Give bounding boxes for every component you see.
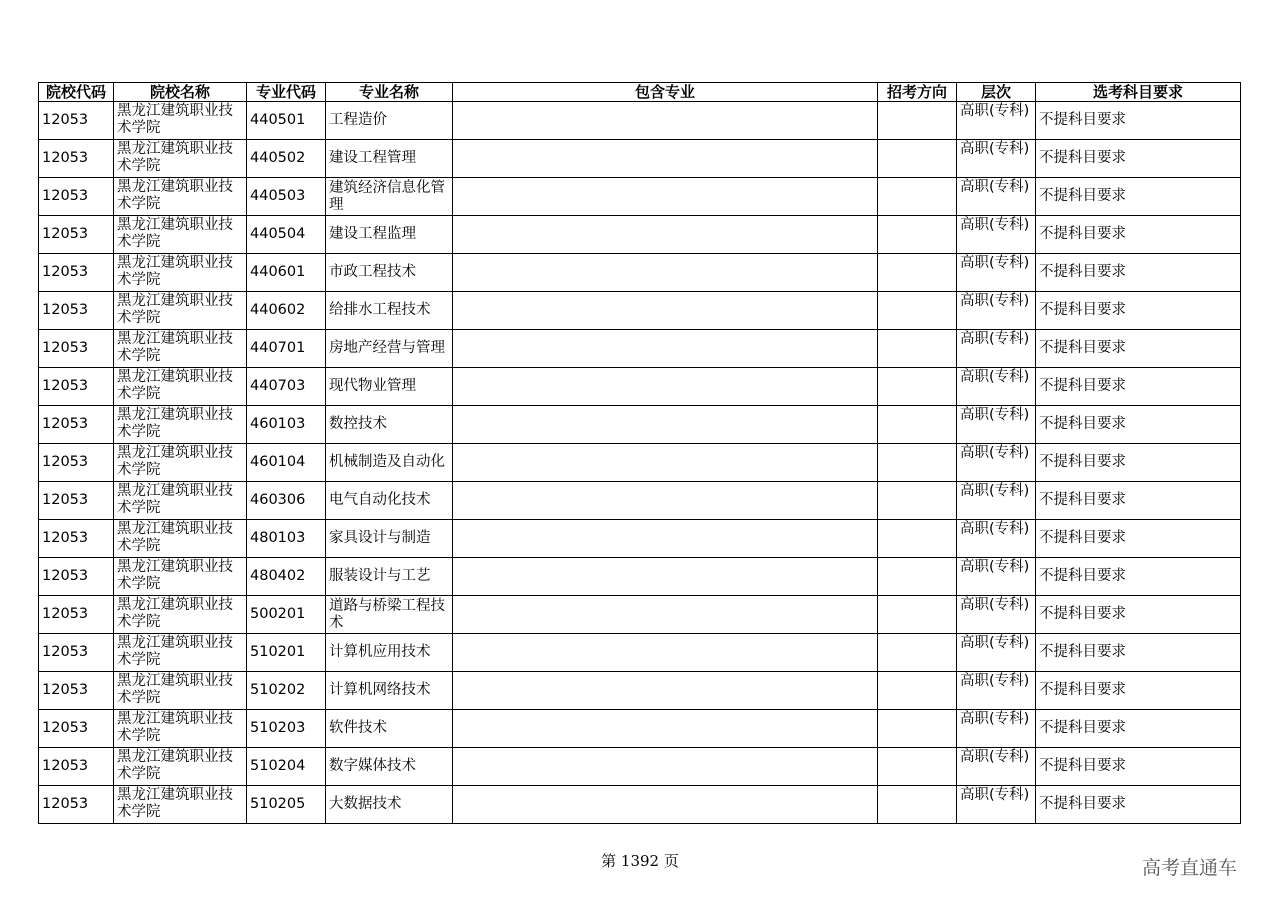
table-row — [39, 672, 1241, 710]
included-majors-cell — [453, 444, 878, 482]
school-code-cell: 12053 — [39, 406, 114, 444]
level-cell: 高职(专科) — [957, 672, 1036, 710]
school-name-cell: 黑龙江建筑职业技术学院 — [114, 672, 247, 710]
major-code-cell: 500201 — [247, 596, 326, 634]
direction-cell — [878, 216, 957, 254]
level-cell: 高职(专科) — [957, 140, 1036, 178]
subject-requirement-cell: 不提科目要求 — [1036, 292, 1241, 330]
major-code-cell: 440501 — [247, 102, 326, 140]
school-code-cell: 12053 — [39, 482, 114, 520]
major-name-cell: 计算机网络技术 — [326, 672, 453, 710]
school-name-cell: 黑龙江建筑职业技术学院 — [114, 558, 247, 596]
included-majors-cell — [453, 710, 878, 748]
subject-requirement-cell: 不提科目要求 — [1036, 748, 1241, 786]
table-row — [39, 140, 1241, 178]
major-name-cell: 现代物业管理 — [326, 368, 453, 406]
major-name-cell: 给排水工程技术 — [326, 292, 453, 330]
header-major-name: 专业名称 — [326, 83, 453, 102]
direction-cell — [878, 786, 957, 824]
direction-cell — [878, 102, 957, 140]
level-cell: 高职(专科) — [957, 178, 1036, 216]
subject-requirement-cell: 不提科目要求 — [1036, 596, 1241, 634]
school-code-cell: 12053 — [39, 102, 114, 140]
major-code-cell: 440703 — [247, 368, 326, 406]
subject-requirement-cell: 不提科目要求 — [1036, 254, 1241, 292]
table-header-row — [39, 83, 1241, 102]
included-majors-cell — [453, 216, 878, 254]
school-code-cell: 12053 — [39, 786, 114, 824]
direction-cell — [878, 368, 957, 406]
direction-cell — [878, 634, 957, 672]
table-row — [39, 406, 1241, 444]
table-row — [39, 596, 1241, 634]
direction-cell — [878, 330, 957, 368]
major-code-cell: 460104 — [247, 444, 326, 482]
school-code-cell: 12053 — [39, 520, 114, 558]
direction-cell — [878, 558, 957, 596]
school-code-cell: 12053 — [39, 140, 114, 178]
school-name-cell: 黑龙江建筑职业技术学院 — [114, 710, 247, 748]
school-name-cell: 黑龙江建筑职业技术学院 — [114, 292, 247, 330]
direction-cell — [878, 406, 957, 444]
table-row — [39, 216, 1241, 254]
major-code-cell: 440602 — [247, 292, 326, 330]
direction-cell — [878, 444, 957, 482]
included-majors-cell — [453, 406, 878, 444]
major-code-cell: 460103 — [247, 406, 326, 444]
direction-cell — [878, 520, 957, 558]
major-name-cell: 计算机应用技术 — [326, 634, 453, 672]
major-code-cell: 460306 — [247, 482, 326, 520]
direction-cell — [878, 710, 957, 748]
school-name-cell: 黑龙江建筑职业技术学院 — [114, 178, 247, 216]
header-direction: 招考方向 — [878, 83, 957, 102]
major-name-cell: 家具设计与制造 — [326, 520, 453, 558]
header-school-code: 院校代码 — [39, 83, 114, 102]
direction-cell — [878, 254, 957, 292]
subject-requirement-cell: 不提科目要求 — [1036, 520, 1241, 558]
direction-cell — [878, 140, 957, 178]
table-row — [39, 330, 1241, 368]
major-code-cell: 440601 — [247, 254, 326, 292]
school-name-cell: 黑龙江建筑职业技术学院 — [114, 406, 247, 444]
direction-cell — [878, 596, 957, 634]
header-school-name: 院校名称 — [114, 83, 247, 102]
school-name-cell: 黑龙江建筑职业技术学院 — [114, 482, 247, 520]
school-name-cell: 黑龙江建筑职业技术学院 — [114, 444, 247, 482]
included-majors-cell — [453, 748, 878, 786]
school-code-cell: 12053 — [39, 748, 114, 786]
level-cell: 高职(专科) — [957, 102, 1036, 140]
major-name-cell: 建设工程监理 — [326, 216, 453, 254]
admissions-table — [38, 82, 1241, 824]
major-name-cell: 市政工程技术 — [326, 254, 453, 292]
level-cell: 高职(专科) — [957, 786, 1036, 824]
direction-cell — [878, 672, 957, 710]
level-cell: 高职(专科) — [957, 748, 1036, 786]
school-name-cell: 黑龙江建筑职业技术学院 — [114, 102, 247, 140]
major-name-cell: 服装设计与工艺 — [326, 558, 453, 596]
level-cell: 高职(专科) — [957, 254, 1036, 292]
header-level: 层次 — [957, 83, 1036, 102]
school-name-cell: 黑龙江建筑职业技术学院 — [114, 786, 247, 824]
major-name-cell: 建筑经济信息化管理 — [326, 178, 453, 216]
included-majors-cell — [453, 672, 878, 710]
subject-requirement-cell: 不提科目要求 — [1036, 786, 1241, 824]
table-row — [39, 368, 1241, 406]
major-code-cell: 440502 — [247, 140, 326, 178]
major-code-cell: 480103 — [247, 520, 326, 558]
page-number: 第 1392 页 — [601, 852, 679, 870]
level-cell: 高职(专科) — [957, 520, 1036, 558]
header-subject-requirement: 选考科目要求 — [1036, 83, 1241, 102]
subject-requirement-cell: 不提科目要求 — [1036, 216, 1241, 254]
major-name-cell: 机械制造及自动化 — [326, 444, 453, 482]
major-code-cell: 440503 — [247, 178, 326, 216]
included-majors-cell — [453, 178, 878, 216]
major-name-cell: 软件技术 — [326, 710, 453, 748]
school-code-cell: 12053 — [39, 444, 114, 482]
major-name-cell: 数控技术 — [326, 406, 453, 444]
major-code-cell: 440504 — [247, 216, 326, 254]
school-code-cell: 12053 — [39, 330, 114, 368]
school-code-cell: 12053 — [39, 178, 114, 216]
table-row — [39, 520, 1241, 558]
included-majors-cell — [453, 254, 878, 292]
major-name-cell: 工程造价 — [326, 102, 453, 140]
school-name-cell: 黑龙江建筑职业技术学院 — [114, 596, 247, 634]
level-cell: 高职(专科) — [957, 368, 1036, 406]
major-code-cell: 510205 — [247, 786, 326, 824]
school-name-cell: 黑龙江建筑职业技术学院 — [114, 520, 247, 558]
level-cell: 高职(专科) — [957, 596, 1036, 634]
included-majors-cell — [453, 634, 878, 672]
table-row — [39, 254, 1241, 292]
subject-requirement-cell: 不提科目要求 — [1036, 140, 1241, 178]
subject-requirement-cell: 不提科目要求 — [1036, 368, 1241, 406]
school-code-cell: 12053 — [39, 710, 114, 748]
school-code-cell: 12053 — [39, 368, 114, 406]
table-row — [39, 292, 1241, 330]
subject-requirement-cell: 不提科目要求 — [1036, 710, 1241, 748]
school-code-cell: 12053 — [39, 634, 114, 672]
level-cell: 高职(专科) — [957, 292, 1036, 330]
school-name-cell: 黑龙江建筑职业技术学院 — [114, 140, 247, 178]
subject-requirement-cell: 不提科目要求 — [1036, 444, 1241, 482]
included-majors-cell — [453, 368, 878, 406]
major-name-cell: 房地产经营与管理 — [326, 330, 453, 368]
subject-requirement-cell: 不提科目要求 — [1036, 634, 1241, 672]
school-code-cell: 12053 — [39, 596, 114, 634]
included-majors-cell — [453, 596, 878, 634]
school-code-cell: 12053 — [39, 558, 114, 596]
major-code-cell: 480402 — [247, 558, 326, 596]
level-cell: 高职(专科) — [957, 558, 1036, 596]
table-row — [39, 786, 1241, 824]
table-row — [39, 558, 1241, 596]
school-name-cell: 黑龙江建筑职业技术学院 — [114, 216, 247, 254]
included-majors-cell — [453, 140, 878, 178]
level-cell: 高职(专科) — [957, 330, 1036, 368]
major-name-cell: 大数据技术 — [326, 786, 453, 824]
school-code-cell: 12053 — [39, 254, 114, 292]
school-name-cell: 黑龙江建筑职业技术学院 — [114, 634, 247, 672]
watermark-logo-text: 高考直通车 — [1142, 857, 1238, 879]
included-majors-cell — [453, 482, 878, 520]
major-code-cell: 440701 — [247, 330, 326, 368]
header-major-code: 专业代码 — [247, 83, 326, 102]
school-name-cell: 黑龙江建筑职业技术学院 — [114, 330, 247, 368]
direction-cell — [878, 482, 957, 520]
direction-cell — [878, 748, 957, 786]
table-row — [39, 178, 1241, 216]
major-code-cell: 510202 — [247, 672, 326, 710]
subject-requirement-cell: 不提科目要求 — [1036, 102, 1241, 140]
included-majors-cell — [453, 520, 878, 558]
table-body — [39, 102, 1241, 824]
subject-requirement-cell: 不提科目要求 — [1036, 178, 1241, 216]
included-majors-cell — [453, 558, 878, 596]
major-name-cell: 电气自动化技术 — [326, 482, 453, 520]
included-majors-cell — [453, 786, 878, 824]
header-included-majors: 包含专业 — [453, 83, 878, 102]
school-name-cell: 黑龙江建筑职业技术学院 — [114, 368, 247, 406]
included-majors-cell — [453, 330, 878, 368]
major-name-cell: 建设工程管理 — [326, 140, 453, 178]
direction-cell — [878, 292, 957, 330]
subject-requirement-cell: 不提科目要求 — [1036, 558, 1241, 596]
major-code-cell: 510204 — [247, 748, 326, 786]
table-row — [39, 482, 1241, 520]
level-cell: 高职(专科) — [957, 406, 1036, 444]
included-majors-cell — [453, 102, 878, 140]
subject-requirement-cell: 不提科目要求 — [1036, 672, 1241, 710]
level-cell: 高职(专科) — [957, 216, 1036, 254]
table-row — [39, 710, 1241, 748]
subject-requirement-cell: 不提科目要求 — [1036, 406, 1241, 444]
school-code-cell: 12053 — [39, 292, 114, 330]
subject-requirement-cell: 不提科目要求 — [1036, 482, 1241, 520]
school-code-cell: 12053 — [39, 216, 114, 254]
school-name-cell: 黑龙江建筑职业技术学院 — [114, 254, 247, 292]
major-code-cell: 510201 — [247, 634, 326, 672]
table-row — [39, 444, 1241, 482]
table-row — [39, 102, 1241, 140]
subject-requirement-cell: 不提科目要求 — [1036, 330, 1241, 368]
school-name-cell: 黑龙江建筑职业技术学院 — [114, 748, 247, 786]
school-code-cell: 12053 — [39, 672, 114, 710]
included-majors-cell — [453, 292, 878, 330]
level-cell: 高职(专科) — [957, 634, 1036, 672]
direction-cell — [878, 178, 957, 216]
table-row — [39, 634, 1241, 672]
major-name-cell: 数字媒体技术 — [326, 748, 453, 786]
level-cell: 高职(专科) — [957, 482, 1036, 520]
major-name-cell: 道路与桥梁工程技术 — [326, 596, 453, 634]
level-cell: 高职(专科) — [957, 444, 1036, 482]
table-row — [39, 748, 1241, 786]
major-code-cell: 510203 — [247, 710, 326, 748]
level-cell: 高职(专科) — [957, 710, 1036, 748]
